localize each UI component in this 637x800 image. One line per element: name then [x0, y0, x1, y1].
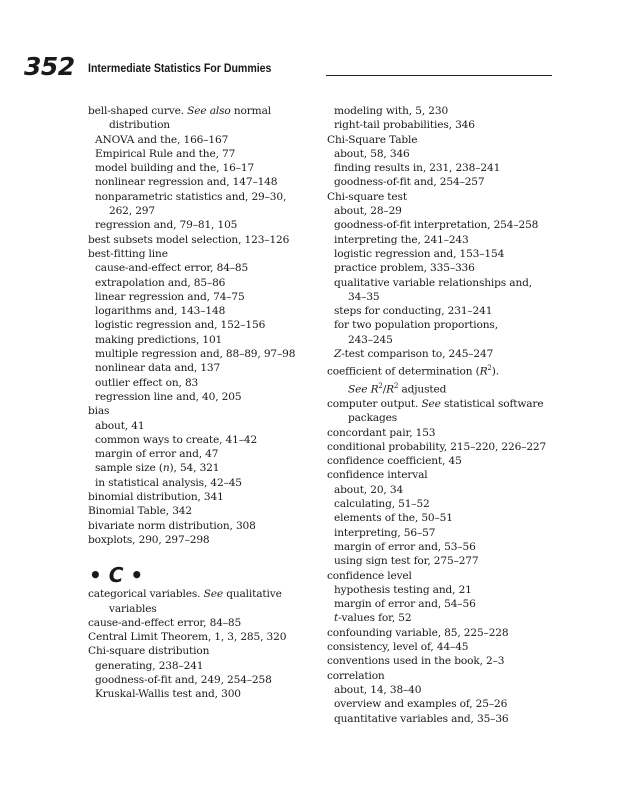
index-entry: margin of error and, 53–56: [334, 540, 476, 553]
index-entry: about, 41: [95, 419, 145, 432]
index-entry: about, 20, 34: [334, 483, 404, 496]
index-entry: confidence interval: [327, 469, 428, 482]
index-entry: interpreting the, 241–243: [334, 233, 469, 246]
index-entry: variables: [109, 602, 157, 615]
index-entry: confidence level: [327, 569, 412, 582]
index-entry: binomial distribution, 341: [88, 491, 224, 504]
index-entry: logistic regression and, 153–154: [334, 247, 505, 260]
index-entry: best-fitting line: [88, 247, 168, 260]
running-header: [24, 52, 552, 84]
index-entry: elements of the, 50–51: [334, 512, 453, 525]
index-entry: using sign test for, 275–277: [334, 555, 479, 568]
index-entry: concordant pair, 153: [327, 426, 436, 439]
index-entry: qualitative variable relationships and,: [334, 276, 532, 289]
index-entry: making predictions, 101: [95, 333, 223, 346]
index-entry: coefficient of determination $(R^2)$.: [327, 364, 499, 378]
index-entry: distribution: [109, 119, 170, 132]
index-entry: bivariate norm distribution, 308: [88, 519, 256, 532]
index-entry: t-values for, 52: [334, 612, 412, 625]
index-entry: outlier effect on, 83: [95, 376, 199, 389]
index-entry: margin of error and, 47: [95, 448, 219, 461]
index-entry: ANOVA and the, 166–167: [95, 133, 229, 146]
index-entry: Binomial Table, 342: [88, 505, 192, 518]
index-entry: conventions used in the book, 2–3: [327, 655, 505, 668]
index-entry: Chi-Square Table: [327, 133, 418, 146]
index-entry: common ways to create, 41–42: [95, 433, 258, 446]
index-entry: cause-and-effect error, 84–85: [88, 616, 242, 629]
index-entry: modeling with, 5, 230: [334, 105, 449, 117]
index-entry: boxplots, 290, 297–298: [88, 533, 210, 546]
index-entry: goodness-of-fit interpretation, 254–258: [334, 219, 539, 232]
index-entries-c: [88, 587, 310, 701]
index-entry: 34–35: [348, 290, 380, 303]
index-entry: correlation: [327, 669, 385, 682]
index-entry: hypothesis testing and, 21: [334, 583, 472, 596]
index-entry: bias: [88, 405, 110, 418]
index-entry: calculating, 51–52: [334, 498, 430, 511]
index-entry: nonparametric statistics and, 29–30,: [95, 190, 287, 203]
index-entries-c-continued: [327, 104, 567, 726]
index-entries-b: [88, 104, 310, 547]
index-column-right: [327, 104, 567, 726]
index-entry: nonlinear regression and, 147–148: [95, 176, 278, 189]
index-column-left: [88, 104, 310, 702]
index-entry: steps for conducting, 231–241: [334, 305, 493, 318]
index-entry: interpreting, 56–57: [334, 526, 436, 539]
index-entry: Kruskal-Wallis test and, 300: [95, 688, 241, 701]
index-entry: generating, 238–241: [95, 659, 204, 672]
index-entry: overview and examples of, 25–26: [334, 698, 508, 711]
index-entry: sample size (n), 54, 321: [95, 462, 220, 475]
index-entry: regression line and, 40, 205: [95, 390, 242, 403]
index-entry: extrapolation and, 85–86: [95, 276, 226, 289]
index-entry: about, 14, 38–40: [334, 683, 422, 696]
index-entry: Chi-square test: [327, 190, 407, 203]
index-entry: Chi-square distribution: [88, 645, 210, 658]
index-entry: about, 58, 346: [334, 147, 410, 160]
index-entry: categorical variables. See qualitative: [88, 588, 282, 601]
index-entry: practice problem, 335–336: [334, 262, 475, 275]
index-entry: quantitative variables and, 35–36: [334, 712, 509, 725]
index-entry: Z-test comparison to, 245–247: [334, 348, 494, 361]
index-entry: logistic regression and, 152–156: [95, 319, 266, 332]
index-entry: for two population proportions,: [334, 319, 498, 332]
index-entry: right-tail probabilities, 346: [334, 119, 475, 132]
index-entry: goodness-of-fit and, 249, 254–258: [95, 673, 272, 686]
index-entry: linear regression and, 74–75: [95, 290, 245, 303]
index-entry: Empirical Rule and the, 77: [95, 147, 236, 160]
index-entry: See $R^2/R^2$ adjusted: [348, 382, 447, 396]
index-entry: finding results in, 231, 238–241: [334, 162, 501, 175]
section-heading-c: • C •: [89, 563, 144, 588]
index-entry: best subsets model selection, 123–126: [88, 233, 290, 246]
index-entry: about, 28–29: [334, 205, 402, 218]
index-entry: confounding variable, 85, 225–228: [327, 626, 509, 639]
index-entry: regression and, 79–81, 105: [95, 219, 238, 232]
index-entry: computer output. See statistical software: [327, 398, 544, 410]
index-entry: model building and the, 16–17: [95, 162, 255, 175]
index-entry: conditional probability, 215–220, 226–227: [327, 440, 547, 453]
index-entry: multiple regression and, 88–89, 97–98: [95, 348, 296, 361]
index-entry: packages: [348, 412, 398, 425]
index-entry: consistency, level of, 44–45: [327, 641, 469, 654]
index-entry: goodness-of-fit and, 254–257: [334, 176, 485, 189]
book-title: Intermediate Statistics For Dummies: [88, 63, 272, 75]
index-entry: margin of error and, 54–56: [334, 598, 476, 611]
index-entry: 243–245: [348, 333, 393, 346]
page-number: 352: [24, 52, 75, 81]
index-entry: nonlinear data and, 137: [95, 362, 221, 375]
index-entry: logarithms and, 143–148: [95, 305, 226, 318]
header-rule: [326, 75, 552, 76]
index-entry: in statistical analysis, 42–45: [95, 476, 242, 489]
index-entry: Central Limit Theorem, 1, 3, 285, 320: [88, 631, 287, 644]
index-entry: 262, 297: [109, 205, 155, 218]
index-entry: bell-shaped curve. See also normal: [88, 105, 271, 117]
index-entry: cause-and-effect error, 84–85: [95, 262, 249, 275]
index-entry: confidence coefficient, 45: [327, 455, 462, 468]
